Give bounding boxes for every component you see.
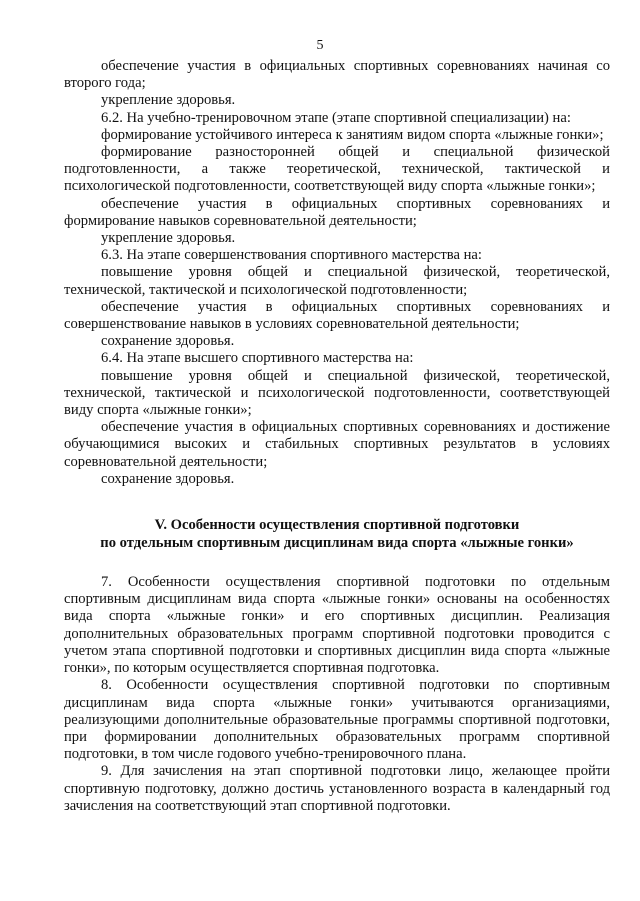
- section-heading: [64, 516, 610, 552]
- paragraph: обеспечение участия в официальных спортивных соревнованиях и достижение обучающимися высоких и стабильных спортивных результатов в условиях соревновательной деятельности;: [64, 419, 610, 470]
- paragraph: укрепление здоровья.: [101, 92, 236, 109]
- paragraph: обеспечение участия в официальных спортивных соревнованиях и формирование навыков соревновательной деятельности;: [64, 195, 610, 229]
- paragraph: 6.3. На этапе совершенствования спортивного мастерства на:: [101, 247, 482, 264]
- document-body: [64, 58, 610, 815]
- paragraph: формирование устойчивого интереса к занятиям видом спорта «лыжные гонки»;: [101, 126, 604, 143]
- section-heading-line-2: по отдельным спортивным дисциплинам вида спорта «лыжные гонки»: [100, 535, 574, 552]
- paragraph: 9. Для зачисления на этап спортивной подготовки лицо, желающее пройти спортивную подготовку, должно достичь установленного возраста в календарный год зачисления на соответствующий этап спортивной подготовки.: [64, 763, 610, 814]
- paragraph: повышение уровня общей и специальной физической, теоретической, технической, тактической и психологической подготовленности;: [64, 264, 610, 298]
- section-heading-line-1: V. Особенности осуществления спортивной подготовки: [154, 517, 520, 534]
- paragraph: формирование разносторонней общей и специальной физической подготовленности, а также теоретической, технической, тактической и психологической подготовленности, соответствующей виду спорта «лыжные гонки»;: [64, 144, 610, 195]
- page-number: 5: [316, 38, 324, 53]
- paragraph: 6.2. На учебно-тренировочном этапе (этапе спортивной специализации) на:: [101, 109, 571, 126]
- paragraph: 7. Особенности осуществления спортивной подготовки по отдельным спортивным дисциплинам вида спорта «лыжные гонки» основаны на особенностях вида спорта «лыжные гонки» и его спортивных дисциплин. Реализация дополнительных образовательных программ спортивной подготовки проводится с учетом этапа спортивной подготовки и спортивных дисциплин вида спорта «лыжные гонки», по которым осуществляется спортивная подготовка.: [64, 574, 610, 677]
- paragraph: повышение уровня общей и специальной физической, теоретической, технической, тактической и психологической подготовленности, соответствующей виду спорта «лыжные гонки»;: [64, 367, 610, 419]
- section-paragraphs: [64, 574, 610, 815]
- paragraph: сохранение здоровья.: [101, 470, 235, 487]
- goals-list: [64, 58, 610, 488]
- paragraph: обеспечение участия в официальных спортивных соревнованиях и совершенствование навыков в условиях соревновательной деятельности;: [64, 298, 610, 333]
- paragraph: 8. Особенности осуществления спортивной подготовки по спортивным дисциплинам вида спорта «лыжные гонки» учитываются организациями, реализующими дополнительные образовательные программы спортивной подготовки, при формировании дополнительных образовательных программ спортивной подготовки, в том числе годового учебно-тренировочного плана.: [64, 677, 610, 763]
- paragraph: обеспечение участия в официальных спортивных соревнованиях начиная со второго года;: [64, 58, 610, 92]
- paragraph: сохранение здоровья.: [101, 333, 235, 350]
- paragraph: 6.4. На этапе высшего спортивного мастерства на:: [101, 350, 414, 367]
- paragraph: укрепление здоровья.: [101, 230, 236, 247]
